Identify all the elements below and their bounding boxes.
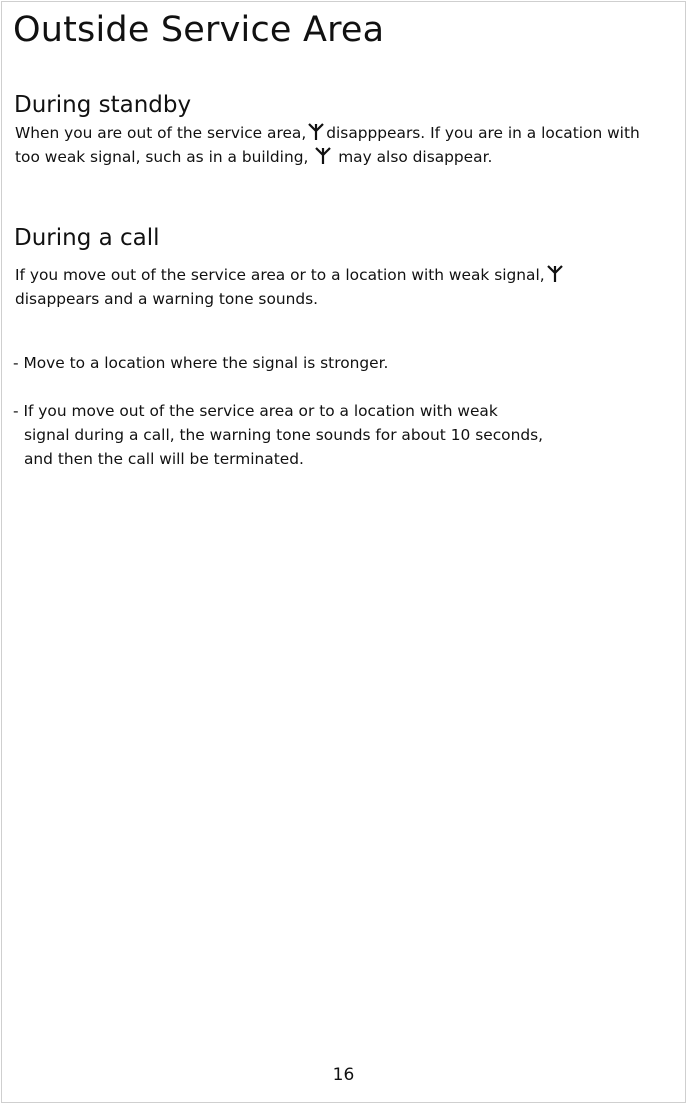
signal-antenna-icon [315,147,331,165]
call-text-1: If you move out of the service area or to a location with weak signal, [15,266,545,284]
note-item [13,399,653,471]
note-line: signal during a call, the warning tone sounds for about 10 seconds, [24,426,544,444]
page-number: 16 [332,1065,355,1085]
standby-text-3: may also disappear. [338,148,493,166]
note-line: and then the call will be terminated. [24,450,304,468]
page-title: Outside Service Area [13,10,385,50]
call-heading: During a call [14,225,160,251]
note-item: - Move to a location where the signal is stronger. [13,354,389,372]
standby-heading: During standby [14,92,192,118]
signal-antenna-icon [547,265,563,283]
call-paragraph [15,263,655,311]
signal-antenna-icon [308,123,324,141]
note-line: - If you move out of the service area or to a location with weak [13,402,498,420]
standby-text-1: When you are out of the service area, [15,124,307,142]
standby-paragraph [15,121,655,169]
manual-page [1,1,686,1103]
call-text-2: disappears and a warning tone sounds. [15,290,319,308]
standby-text-2: disapppears. If you are in a location with too weak signal, such as in a building, [15,124,640,166]
